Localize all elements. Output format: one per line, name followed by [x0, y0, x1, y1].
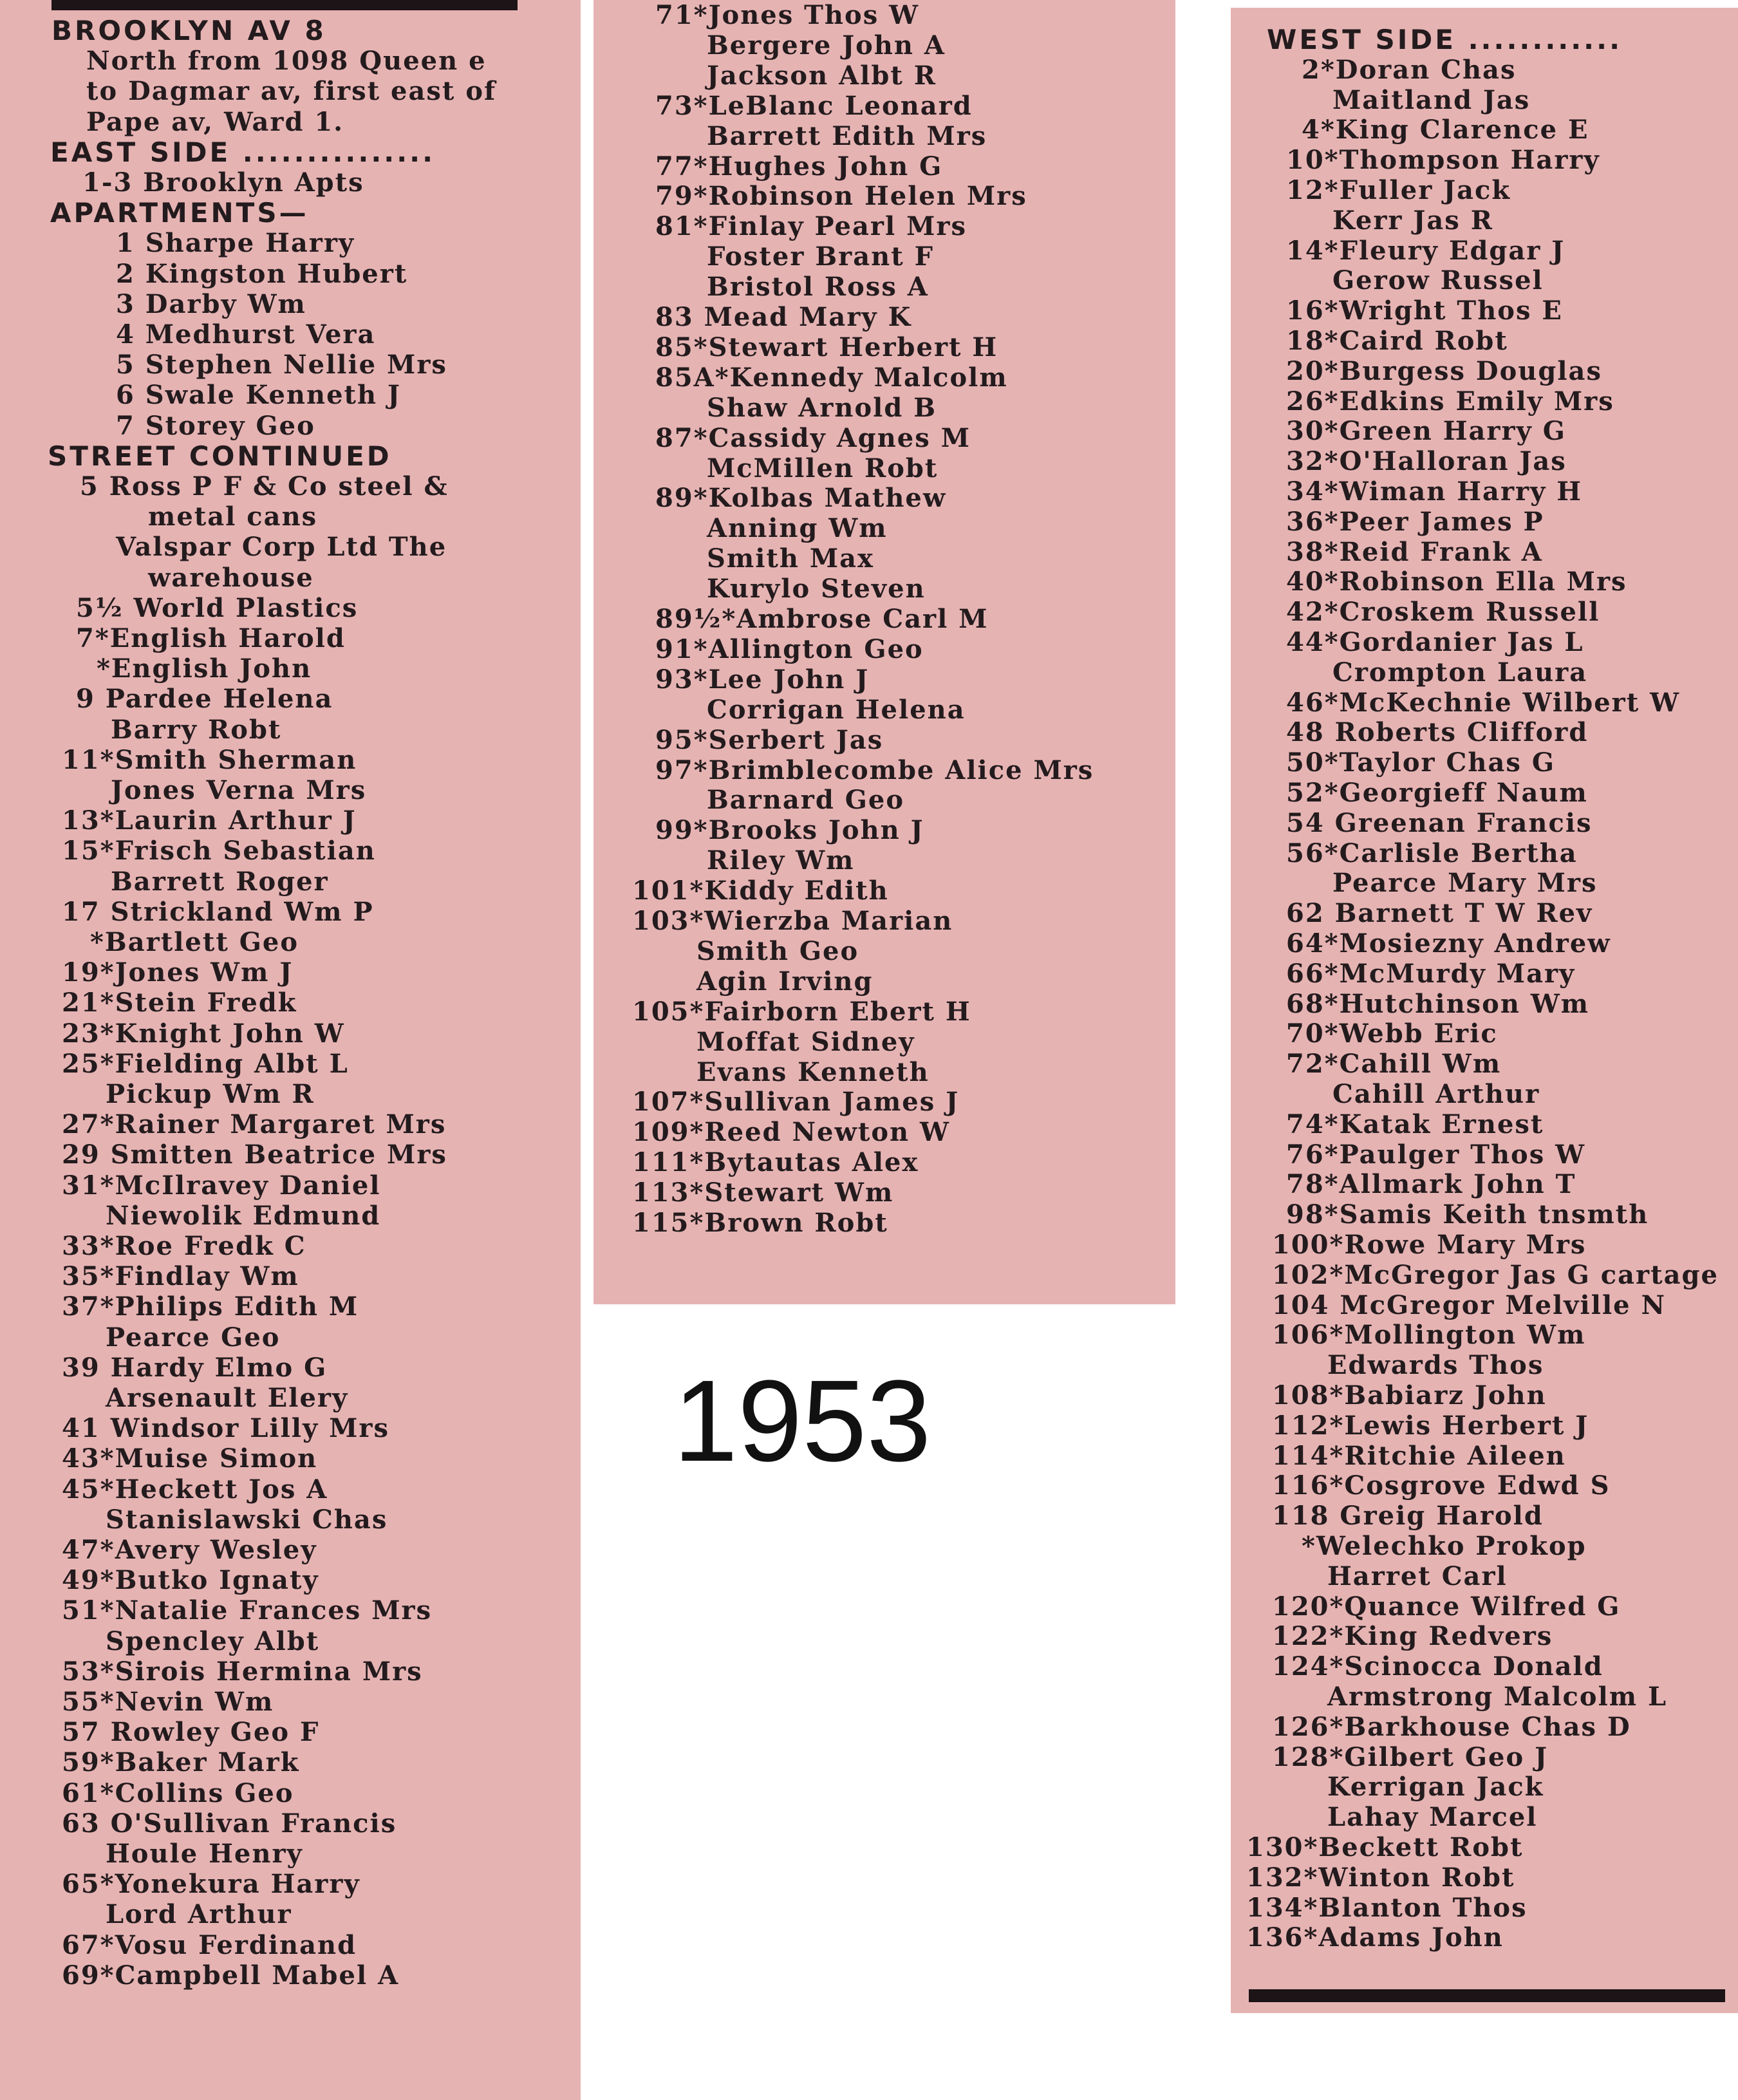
- directory-entry: 2*Doran Chas: [1302, 54, 1517, 85]
- directory-entry: 27*Rainer Margaret Mrs: [62, 1109, 447, 1140]
- directory-entry: 89½*Ambrose Carl M: [655, 604, 989, 634]
- directory-entry: Smith Geo: [696, 935, 859, 966]
- column-rule: [1249, 1989, 1725, 2002]
- directory-entry: 112*Lewis Herbert J: [1272, 1410, 1589, 1441]
- directory-entry: Lahay Marcel: [1327, 1802, 1538, 1833]
- directory-entry: 126*Barkhouse Chas D: [1272, 1711, 1631, 1742]
- directory-entry: Lord Arthur: [106, 1899, 292, 1930]
- directory-entry: 67*Vosu Ferdinand: [62, 1929, 357, 1960]
- directory-entry: 40*Robinson Ella Mrs: [1286, 567, 1627, 597]
- directory-entry: Jones Verna Mrs: [111, 775, 367, 805]
- directory-entry: 100*Rowe Mary Mrs: [1272, 1230, 1587, 1260]
- directory-entry: 29 Smitten Beatrice Mrs: [62, 1139, 447, 1170]
- directory-entry: Kerrigan Jack: [1327, 1772, 1544, 1803]
- directory-entry: 35*Findlay Wm: [62, 1261, 299, 1292]
- directory-entry: 25*Fielding Albt L: [62, 1048, 349, 1079]
- directory-entry: 3 Darby Wm: [116, 288, 306, 319]
- directory-entry: 4*King Clarence E: [1302, 115, 1589, 145]
- directory-column-3: [1231, 8, 1738, 2013]
- directory-entry: 134*Blanton Thos: [1246, 1892, 1528, 1923]
- directory-entry: 113*Stewart Wm: [632, 1177, 894, 1208]
- directory-entry: 16*Wright Thos E: [1286, 295, 1563, 326]
- directory-entry: Cahill Arthur: [1332, 1079, 1540, 1109]
- directory-entry: 48 Roberts Clifford: [1286, 717, 1589, 748]
- directory-entry: 42*Croskem Russell: [1286, 597, 1600, 628]
- directory-entry: Moffat Sidney: [696, 1026, 915, 1057]
- section-heading: WEST SIDE ............: [1267, 24, 1623, 55]
- directory-entry: Evans Kenneth: [696, 1056, 930, 1087]
- directory-entry: Valspar Corp Ltd The: [116, 532, 447, 563]
- directory-entry: 104 McGregor Melville N: [1272, 1289, 1667, 1320]
- directory-entry: 69*Campbell Mabel A: [62, 1960, 400, 1991]
- directory-entry: 54 Greenan Francis: [1286, 807, 1593, 838]
- directory-entry: 130*Beckett Robt: [1246, 1832, 1524, 1862]
- column-rule: [51, 0, 518, 10]
- directory-entry: Riley Wm: [707, 845, 855, 876]
- directory-entry: 13*Laurin Arthur J: [62, 805, 357, 836]
- directory-entry: 51*Natalie Frances Mrs: [62, 1595, 433, 1626]
- directory-entry: 65*Yonekura Harry: [62, 1869, 360, 1900]
- directory-entry: *Bartlett Geo: [90, 927, 299, 957]
- directory-entry: Houle Henry: [106, 1839, 303, 1869]
- directory-entry: 101*Kiddy Edith: [632, 876, 889, 906]
- directory-entry: Barnard Geo: [707, 785, 905, 816]
- directory-entry: 85A*Kennedy Malcolm: [655, 362, 1008, 393]
- directory-entry: Jackson Albt R: [707, 60, 937, 91]
- directory-entry: 21*Stein Fredk: [62, 988, 297, 1018]
- directory-entry: 97*Brimblecombe Alice Mrs: [655, 755, 1094, 785]
- directory-entry: 5½ World Plastics: [76, 592, 359, 623]
- directory-entry: Barry Robt: [111, 714, 282, 745]
- directory-entry: Agin Irving: [696, 966, 874, 997]
- directory-entry: 98*Samis Keith tnsmth: [1286, 1199, 1649, 1230]
- directory-entry: Arsenault Elery: [106, 1383, 349, 1413]
- directory-entry: Stanislawski Chas: [106, 1504, 388, 1535]
- directory-entry: Barrett Roger: [111, 866, 329, 897]
- directory-entry: 59*Baker Mark: [62, 1747, 300, 1778]
- directory-entry: Niewolik Edmund: [106, 1200, 381, 1231]
- directory-entry: 33*Roe Fredk C: [62, 1231, 306, 1261]
- directory-entry: Spencley Albt: [106, 1626, 320, 1656]
- directory-entry: 41 Windsor Lilly Mrs: [62, 1413, 390, 1444]
- directory-entry: 109*Reed Newton W: [632, 1117, 950, 1148]
- directory-entry: Anning Wm: [707, 513, 888, 544]
- directory-entry: Bristol Ross A: [707, 272, 929, 303]
- directory-entry: Harret Carl: [1327, 1561, 1508, 1591]
- directory-entry: 87*Cassidy Agnes M: [655, 422, 971, 453]
- directory-entry: 49*Butko Ignaty: [62, 1565, 319, 1596]
- directory-entry: 10*Thompson Harry: [1286, 145, 1600, 176]
- directory-entry: 124*Scinocca Donald: [1272, 1651, 1603, 1682]
- directory-entry: 76*Paulger Thos W: [1286, 1139, 1586, 1170]
- directory-entry: 2 Kingston Hubert: [116, 258, 408, 289]
- directory-entry: 108*Babiarz John: [1272, 1380, 1547, 1411]
- directory-entry: 78*Allmark John T: [1286, 1169, 1576, 1200]
- directory-entry: Kerr Jas R: [1332, 205, 1493, 236]
- year-label: 1953: [673, 1356, 931, 1486]
- section-heading: APARTMENTS—: [50, 197, 309, 229]
- directory-entry: 4 Medhurst Vera: [116, 319, 376, 350]
- section-heading: BROOKLYN AV 8: [51, 15, 326, 46]
- directory-entry: 20*Burgess Douglas: [1286, 355, 1602, 386]
- directory-entry: Pickup Wm R: [106, 1079, 315, 1109]
- directory-entry: Bergere John A: [707, 30, 946, 61]
- directory-entry: 132*Winton Robt: [1246, 1862, 1515, 1893]
- directory-entry: to Dagmar av, first east of: [86, 76, 497, 107]
- directory-entry: 120*Quance Wilfred G: [1272, 1591, 1621, 1622]
- directory-entry: 66*McMurdy Mary: [1286, 958, 1576, 989]
- directory-entry: 136*Adams John: [1246, 1922, 1504, 1953]
- directory-entry: 43*Muise Simon: [62, 1443, 318, 1474]
- directory-column-1: [0, 0, 581, 2100]
- directory-column-2: [593, 0, 1175, 1304]
- directory-entry: 83 Mead Mary K: [655, 302, 912, 332]
- directory-entry: Barrett Edith Mrs: [707, 120, 987, 151]
- directory-entry: 11*Smith Sherman: [62, 744, 357, 775]
- directory-entry: Smith Max: [707, 543, 874, 574]
- directory-entry: metal cans: [148, 502, 318, 532]
- directory-entry: 9 Pardee Helena: [76, 684, 333, 715]
- directory-entry: 47*Avery Wesley: [62, 1535, 317, 1565]
- directory-entry: 106*Mollington Wm: [1272, 1320, 1586, 1351]
- directory-entry: 114*Ritchie Aileen: [1272, 1440, 1566, 1471]
- directory-entry: 71*Jones Thos W: [655, 0, 920, 30]
- directory-entry: 62 Barnett T W Rev: [1286, 898, 1593, 929]
- directory-entry: 38*Reid Frank A: [1286, 536, 1543, 567]
- directory-entry: 23*Knight John W: [62, 1018, 345, 1049]
- directory-entry: 32*O'Halloran Jas: [1286, 446, 1567, 477]
- directory-entry: Foster Brant F: [707, 241, 935, 272]
- directory-entry: 53*Sirois Hermina Mrs: [62, 1656, 423, 1687]
- directory-entry: 95*Serbert Jas: [655, 724, 884, 755]
- directory-entry: 50*Taylor Chas G: [1286, 747, 1555, 778]
- directory-entry: Pearce Geo: [106, 1322, 281, 1353]
- directory-entry: 118 Greig Harold: [1272, 1501, 1544, 1532]
- directory-entry: McMillen Robt: [707, 453, 939, 483]
- directory-entry: 57 Rowley Geo F: [62, 1717, 320, 1748]
- directory-entry: 15*Frisch Sebastian: [62, 836, 376, 867]
- directory-entry: 115*Brown Robt: [632, 1208, 888, 1238]
- section-heading: STREET CONTINUED: [48, 440, 392, 472]
- directory-entry: 7*English Harold: [76, 623, 346, 653]
- directory-entry: 19*Jones Wm J: [62, 957, 294, 988]
- directory-entry: 111*Bytautas Alex: [632, 1147, 919, 1178]
- directory-entry: Kurylo Steven: [707, 574, 926, 605]
- directory-entry: 52*Georgieff Naum: [1286, 778, 1588, 808]
- directory-entry: 44*Gordanier Jas L: [1286, 627, 1584, 657]
- section-heading: EAST SIDE ...............: [50, 136, 436, 168]
- directory-entry: 128*Gilbert Geo J: [1272, 1741, 1548, 1772]
- directory-entry: Gerow Russel: [1332, 265, 1544, 296]
- directory-entry: 85*Stewart Herbert H: [655, 332, 998, 362]
- directory-entry: Armstrong Malcolm L: [1327, 1682, 1668, 1712]
- directory-entry: 103*Wierzba Marian: [632, 906, 953, 936]
- directory-entry: 74*Katak Ernest: [1286, 1109, 1544, 1139]
- directory-entry: 72*Cahill Wm: [1286, 1049, 1502, 1080]
- directory-entry: 64*Mosiezny Andrew: [1286, 928, 1611, 959]
- directory-entry: *English John: [97, 653, 312, 684]
- directory-entry: 56*Carlisle Bertha: [1286, 838, 1578, 868]
- directory-entry: Corrigan Helena: [707, 694, 966, 725]
- directory-entry: 61*Collins Geo: [62, 1777, 294, 1808]
- directory-entry: 99*Brooks John J: [655, 815, 924, 846]
- directory-entry: 55*Nevin Wm: [62, 1687, 274, 1717]
- directory-entry: 36*Peer James P: [1286, 506, 1544, 537]
- directory-entry: 73*LeBlanc Leonard: [655, 90, 973, 121]
- directory-entry: 102*McGregor Jas G cartage: [1272, 1259, 1719, 1290]
- directory-entry: 39 Hardy Elmo G: [62, 1352, 328, 1383]
- directory-entry: Pape av, Ward 1.: [86, 106, 344, 137]
- directory-entry: 1-3 Brooklyn Apts: [82, 167, 364, 198]
- directory-entry: 30*Green Harry G: [1286, 416, 1566, 447]
- directory-entry: 91*Allington Geo: [655, 633, 924, 664]
- directory-entry: 107*Sullivan James J: [632, 1087, 960, 1118]
- directory-entry: 12*Fuller Jack: [1286, 175, 1511, 205]
- directory-entry: 37*Philips Edith M: [62, 1291, 359, 1322]
- directory-entry: 26*Edkins Emily Mrs: [1286, 386, 1614, 417]
- directory-entry: 81*Finlay Pearl Mrs: [655, 211, 967, 242]
- directory-entry: Pearce Mary Mrs: [1332, 868, 1598, 899]
- directory-entry: 31*McIlravey Daniel: [62, 1170, 381, 1201]
- directory-entry: 18*Caird Robt: [1286, 326, 1508, 356]
- directory-entry: North from 1098 Queen e: [86, 46, 487, 77]
- directory-entry: 5 Ross P F & Co steel &: [80, 471, 449, 502]
- directory-entry: 46*McKechnie Wilbert W: [1286, 687, 1681, 718]
- directory-entry: Shaw Arnold B: [707, 392, 937, 423]
- directory-entry: 77*Hughes John G: [655, 151, 943, 182]
- directory-entry: 122*King Redvers: [1272, 1621, 1553, 1652]
- directory-entry: 63 O'Sullivan Francis: [62, 1808, 397, 1839]
- directory-entry: 70*Webb Eric: [1286, 1018, 1498, 1049]
- directory-entry: 7 Storey Geo: [116, 410, 315, 441]
- directory-entry: 105*Fairborn Ebert H: [632, 996, 971, 1027]
- directory-entry: Edwards Thos: [1327, 1350, 1544, 1381]
- directory-entry: 93*Lee John J: [655, 664, 870, 695]
- directory-entry: 6 Swale Kenneth J: [116, 380, 401, 411]
- directory-entry: 89*Kolbas Mathew: [655, 483, 947, 514]
- directory-entry: 17 Strickland Wm P: [62, 896, 374, 927]
- directory-entry: 1 Sharpe Harry: [116, 228, 355, 259]
- directory-entry: 14*Fleury Edgar J: [1286, 235, 1565, 266]
- directory-entry: 68*Hutchinson Wm: [1286, 988, 1590, 1019]
- directory-entry: 45*Heckett Jos A: [62, 1474, 328, 1505]
- directory-entry: Maitland Jas: [1332, 84, 1531, 115]
- directory-entry: Crompton Laura: [1332, 657, 1588, 688]
- directory-entry: *Welechko Prokop: [1302, 1531, 1587, 1561]
- directory-entry: 34*Wiman Harry H: [1286, 476, 1583, 507]
- directory-entry: 5 Stephen Nellie Mrs: [116, 350, 447, 380]
- directory-entry: 116*Cosgrove Edwd S: [1272, 1470, 1611, 1501]
- directory-entry: warehouse: [148, 562, 314, 593]
- directory-entry: 79*Robinson Helen Mrs: [655, 181, 1027, 212]
